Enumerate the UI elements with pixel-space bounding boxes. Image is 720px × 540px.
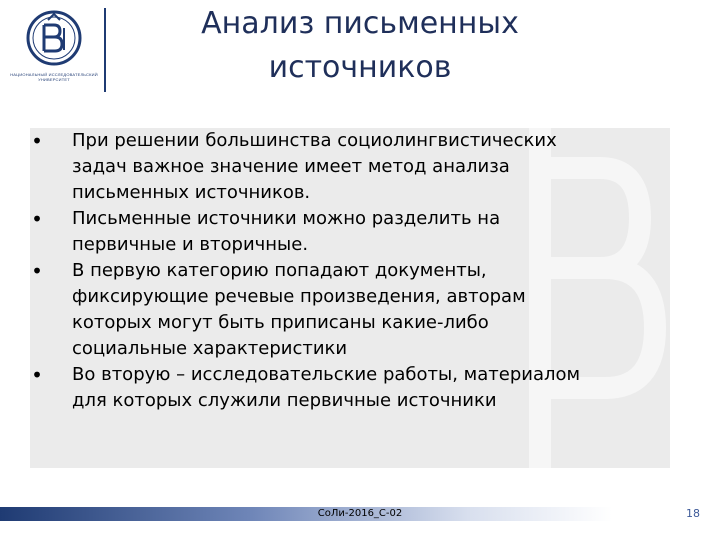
bullet-item — [30, 128, 670, 206]
title-line: источников — [268, 50, 452, 85]
slide-title — [150, 2, 570, 90]
bullet-item — [30, 362, 670, 414]
header-divider — [104, 8, 106, 92]
hse-logo — [8, 8, 100, 90]
bullet-line: Во вторую – исследовательские работы, материалом — [72, 364, 581, 385]
bullet-line: При решении большинства социолингвистических — [72, 130, 557, 151]
bullet-line: фиксирующие речевые произведения, авторам — [72, 286, 526, 307]
page-number: 18 — [686, 507, 700, 520]
slide-content — [30, 128, 670, 468]
title-line: Анализ письменных — [201, 6, 519, 41]
bullet-marker: • — [31, 259, 43, 283]
logo-caption-line: НАЦИОНАЛЬНЫЙ ИССЛЕДОВАТЕЛЬСКИЙ — [10, 72, 98, 77]
hse-university-logo-icon — [8, 8, 100, 70]
bullet-item — [30, 258, 670, 362]
bullet-line: для которых служили первичные источники — [72, 390, 497, 411]
bullet-line: Письменные источники можно разделить на — [72, 208, 501, 229]
logo-caption — [8, 72, 100, 82]
bullet-line: которых могут быть приписаны какие-либо — [72, 312, 489, 333]
bullet-marker: • — [31, 363, 43, 387]
bullet-line: письменных источников. — [72, 182, 311, 203]
bullet-line: первичные и вторичные. — [72, 234, 309, 255]
footer-label: СоЛи-2016_С-02 — [317, 508, 403, 519]
bullet-list — [30, 128, 670, 414]
bullet-line: задач важное значение имеет метод анализа — [72, 156, 510, 177]
bullet-line: В первую категорию попадают документы, — [72, 260, 487, 281]
slide-header — [0, 0, 720, 100]
bullet-line: социальные характеристики — [72, 338, 348, 359]
bullet-marker: • — [31, 129, 43, 153]
logo-caption-line: УНИВЕРСИТЕТ — [38, 77, 70, 82]
bullet-marker: • — [31, 207, 43, 231]
bullet-item — [30, 206, 670, 258]
